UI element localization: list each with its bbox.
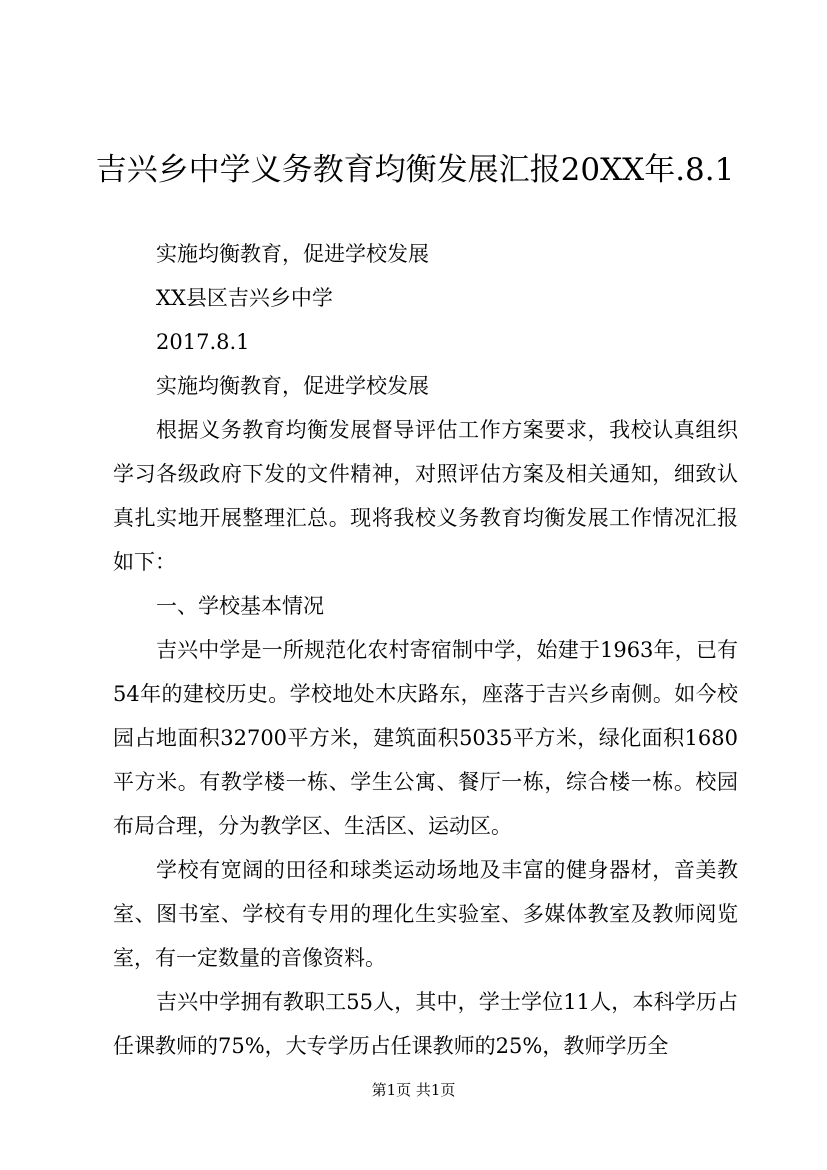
- section-heading: 一、学校基本情况: [156, 594, 324, 618]
- subtitle-line: 实施均衡教育，促进学校发展: [156, 242, 429, 266]
- date-line: 2017.8.1: [156, 330, 250, 354]
- document-title: 吉兴乡中学义务教育均衡发展汇报20XX年.8.1: [95, 152, 735, 188]
- document-body: [113, 232, 738, 1068]
- intro-paragraph: 根据义务教育均衡发展督导评估工作方案要求，我校认真组织学习各级政府下发的文件精神，对照评估方案及相关通知，细致认真扎实地开展整理汇总。现将我校义务教育均衡发展工作情况汇报如下：: [113, 418, 738, 574]
- staff-paragraph: 吉兴中学拥有教职工55人，其中，学士学位11人，本科学历占任课教师的75%，大专学历占任课教师的25%，教师学历全: [113, 990, 738, 1058]
- school-name-line: XX县区吉兴乡中学: [156, 286, 333, 310]
- subtitle-repeat-line: 实施均衡教育，促进学校发展: [156, 374, 429, 398]
- school-overview-paragraph: 吉兴中学是一所规范化农村寄宿制中学，始建于1963年，已有54年的建校历史。学校地处木庆路东，座落于吉兴乡南侧。如今校园占地面积32700平方米，建筑面积5035平方米，绿化面积1680平方米。有教学楼一栋、学生公寓、餐厅一栋，综合楼一栋。校园布局合理，分为教学区、生活区、运动区。: [113, 638, 738, 838]
- page-number-footer: 第1页 共1页: [371, 1081, 456, 1099]
- facilities-paragraph: 学校有宽阔的田径和球类运动场地及丰富的健身器材，音美教室、图书室、学校有专用的理化生实验室、多媒体教室及教师阅览室，有一定数量的音像资料。: [113, 858, 738, 970]
